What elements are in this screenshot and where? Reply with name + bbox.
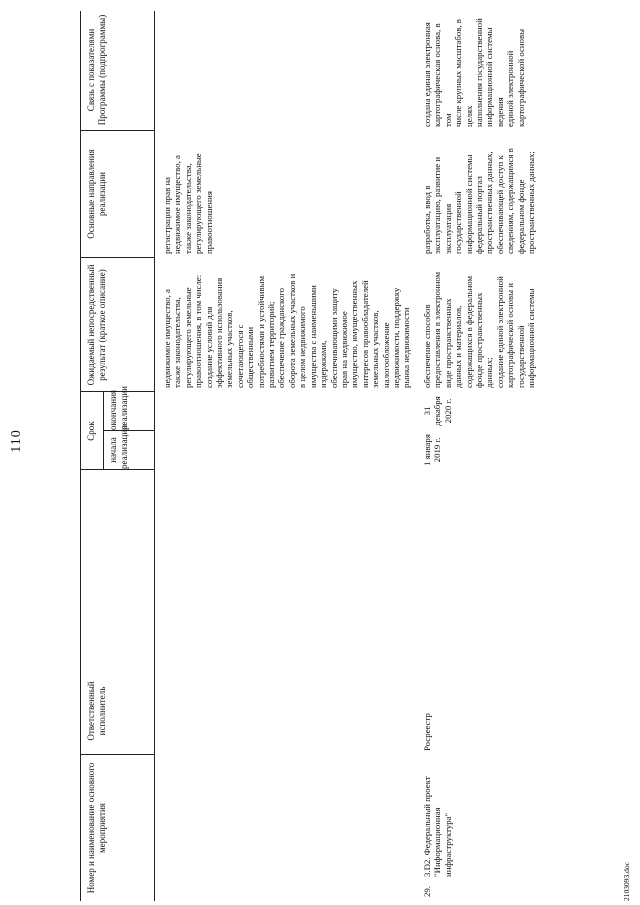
result-line: земельных участков, <box>370 310 381 388</box>
term-subheader-border <box>103 392 104 470</box>
link-line: единой электронной <box>505 50 516 127</box>
row2-end: 31 декабря 2020 г. <box>422 396 453 426</box>
direction-line: регистрации прав на <box>162 176 172 254</box>
result-line: интересов правообладателей <box>359 280 370 388</box>
col-divider-5 <box>80 130 154 131</box>
result-line: сочетающегося с <box>234 324 245 388</box>
row2-responsible: Росреестр <box>422 713 432 751</box>
result-line: имущество, имущественных <box>349 280 360 388</box>
row2-name: 3.D2. Федеральный проект "Информационная инфраструктура" <box>422 776 453 877</box>
col-divider-1 <box>80 754 154 755</box>
result-line: развитием территорий; <box>266 301 277 388</box>
result-line: картографической основы и <box>505 283 516 388</box>
row1-result <box>162 260 412 388</box>
row2-number: 29. <box>422 886 432 897</box>
direction-line: информационной системы <box>463 154 474 254</box>
direction-line: федеральный портал <box>474 176 485 254</box>
row2-result <box>422 260 536 388</box>
result-line: недвижимое имущество, а <box>162 289 172 388</box>
result-line: эффективного использования <box>214 277 225 388</box>
direction-line: эксплуатация <box>442 203 453 254</box>
result-line: обеспечение способов <box>422 304 432 388</box>
header-link: Связь с показателями Программы (подпрограммы) <box>86 14 107 126</box>
result-line: потребностями и устойчивым <box>255 275 266 388</box>
direction-line: недвижимое имущество, а <box>172 155 183 254</box>
col-divider-4 <box>80 257 154 258</box>
result-line: содержащихся в федеральном <box>463 275 474 388</box>
direction-line: разработка, ввод в <box>422 185 432 254</box>
result-line: обеспечение гражданского <box>276 287 287 388</box>
result-line: общественными <box>245 326 256 388</box>
link-line: картографическая основа, в том <box>432 23 453 127</box>
direction-line: пространственных данных, <box>484 151 495 254</box>
result-line: виде пространственных <box>442 298 453 388</box>
result-line: предоставления в электронном <box>432 271 443 388</box>
result-line: фонде пространственных <box>474 292 485 388</box>
table-top-border <box>80 11 81 901</box>
row2-start: 1 января 2019 г. <box>422 434 443 466</box>
link-line: картографической основы <box>515 28 526 127</box>
result-line: рынка недвижимости <box>401 307 412 388</box>
header-directions: Основные направления реализации <box>86 149 107 239</box>
result-line: государственной <box>515 325 526 388</box>
row2-directions <box>422 132 536 254</box>
direction-line: пространственных данных; <box>526 151 537 254</box>
result-line: также законодательства, <box>172 297 183 388</box>
result-line: правоотношения, в том числе: <box>193 274 204 388</box>
result-line: создание условий для <box>203 306 214 388</box>
result-line: издержками, <box>318 340 329 388</box>
row1-directions <box>162 132 214 254</box>
header-responsible: Ответственный исполнитель <box>86 681 107 741</box>
result-line: информационной системы <box>526 288 537 388</box>
link-line: числе крупных масштабов, в целях <box>453 19 474 127</box>
header-number-name: Номер и наименование основного мероприятия <box>86 762 107 894</box>
result-line: обеспечивающими защиту <box>328 288 339 388</box>
result-line: данных и материалов, <box>453 305 464 388</box>
link-line: информационной системы ведения <box>484 27 505 127</box>
document-code: 2103093.doc <box>622 862 631 901</box>
result-line: в целом недвижимого <box>297 306 308 388</box>
direction-line: обеспечивающей доступ к <box>494 155 505 254</box>
result-line: прав на недвижимое <box>338 311 349 388</box>
result-line: налогообложение <box>380 322 391 388</box>
direction-line: эксплуатацию, развитие и <box>432 156 443 254</box>
direction-line: регулирующего земельные <box>193 153 204 254</box>
header-result: Ожидаемый непосредственный результат (краткое описание) <box>86 264 107 386</box>
result-line: оборота земельных участков и <box>286 273 297 388</box>
result-line: создание единой электронной <box>494 276 505 388</box>
result-line: земельных участков, <box>224 310 235 388</box>
result-line: регулирующего земельные <box>182 287 193 388</box>
direction-line: правоотношения <box>203 191 214 254</box>
row2-link <box>422 9 526 127</box>
direction-line: сведениям, содержащимся в <box>505 148 516 254</box>
header-term-end: окончания реализации <box>108 386 129 430</box>
direction-line: государственной <box>453 191 464 254</box>
direction-line: также законодательства, <box>182 163 193 254</box>
header-term: Срок <box>86 421 96 441</box>
header-term-start: начала реализации <box>108 425 129 469</box>
link-line: наполнения государственной <box>474 18 485 127</box>
result-line: имущества с наименьшими <box>307 285 318 388</box>
result-line: недвижимости, поддержку <box>390 287 401 388</box>
result-line: данных; <box>484 357 495 388</box>
page-number: 110 <box>9 429 24 453</box>
link-line: создана единая электронная <box>422 22 432 127</box>
direction-line: федеральном фонде <box>515 179 526 254</box>
header-bottom-border <box>154 11 155 901</box>
